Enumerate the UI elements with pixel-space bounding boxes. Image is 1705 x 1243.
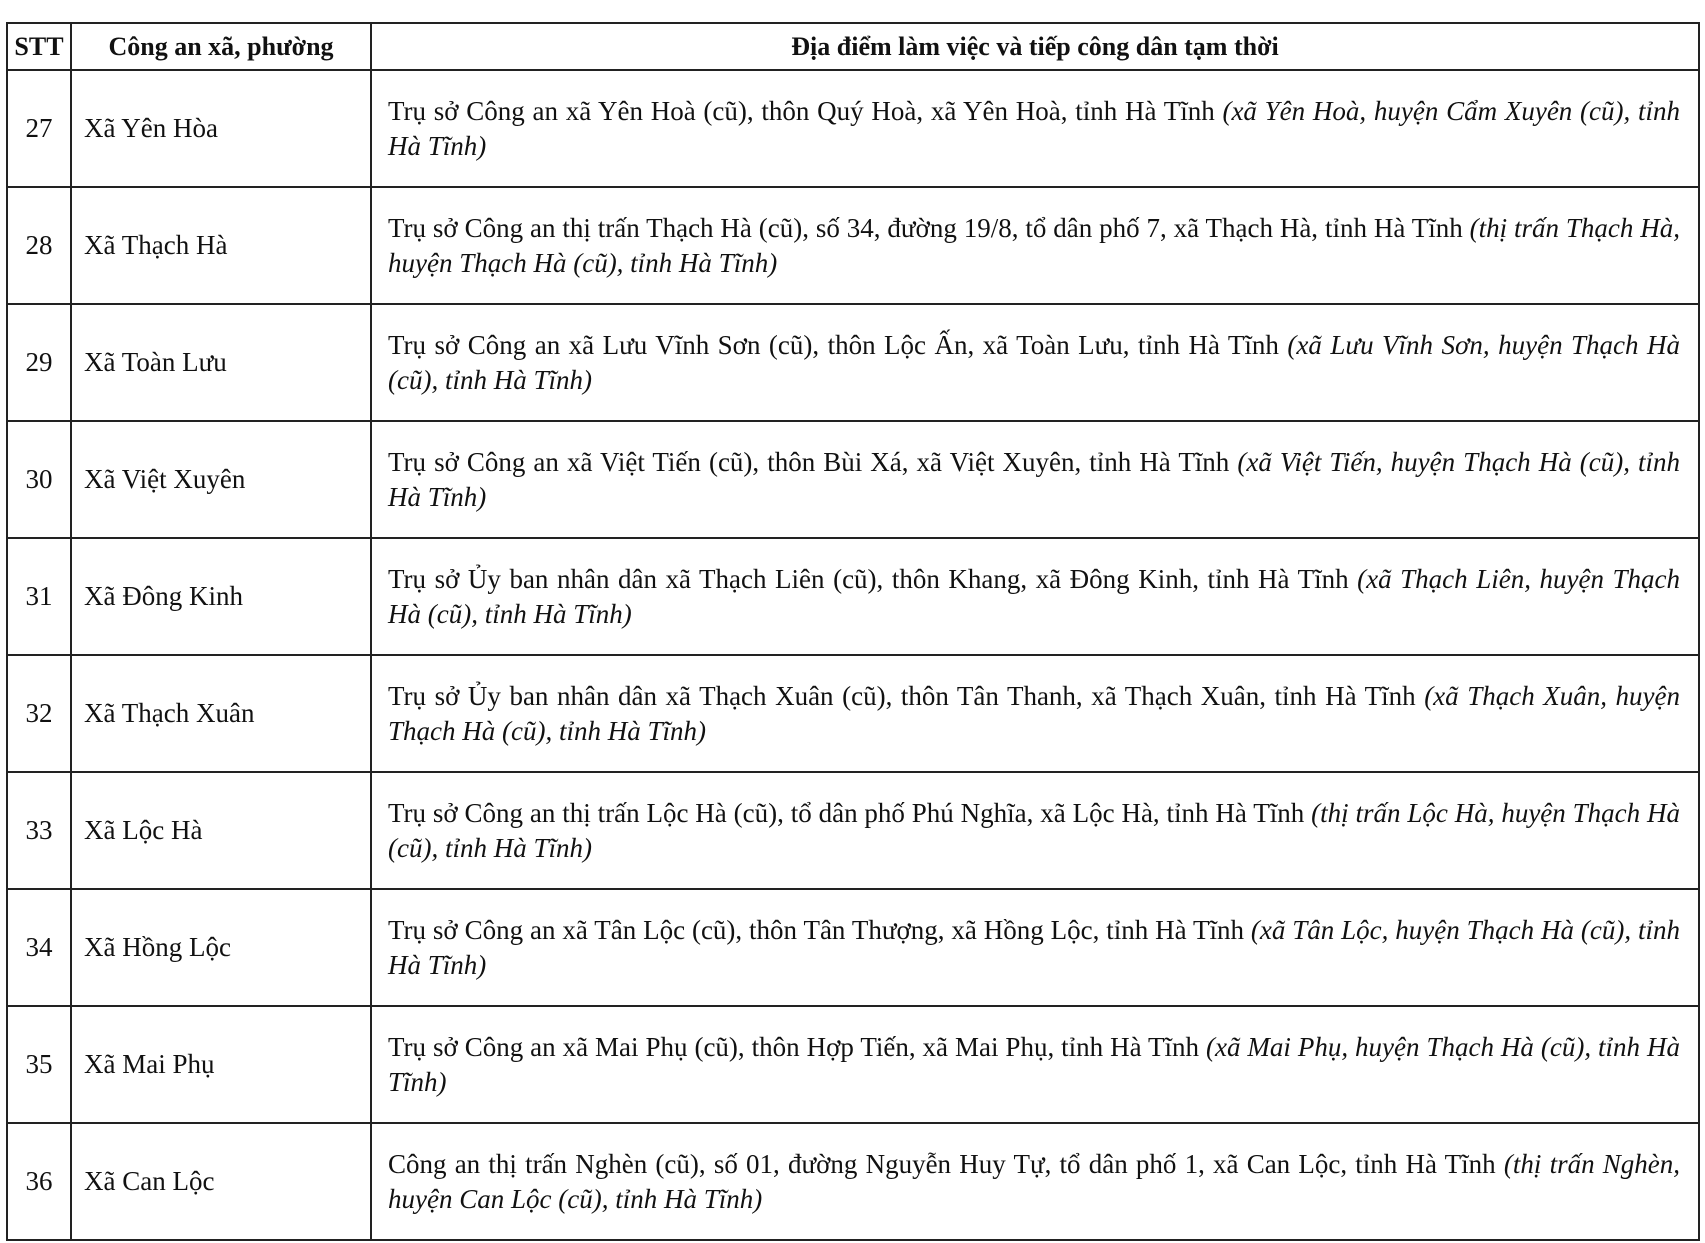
row-location xyxy=(371,1006,1699,1123)
row-location xyxy=(371,187,1699,304)
row-address: Trụ sở Công an xã Mai Phụ (cũ), thôn Hợp Tiến, xã Mai Phụ, tỉnh Hà Tĩnh xyxy=(388,1031,1200,1062)
row-commune: Xã Hồng Lộc xyxy=(71,889,371,1006)
row-address: Trụ sở Ủy ban nhân dân xã Thạch Liên (cũ), thôn Khang, xã Đông Kinh, tỉnh Hà Tĩnh xyxy=(388,563,1349,594)
row-address: Trụ sở Công an xã Lưu Vĩnh Sơn (cũ), thôn Lộc Ấn, xã Toàn Lưu, tỉnh Hà Tĩnh xyxy=(388,329,1279,360)
row-note: (xã Mai Phụ, huyện Thạch Hà (cũ), tỉnh Hà Tĩnh) xyxy=(388,1031,1680,1097)
row-address: Trụ sở Công an xã Tân Lộc (cũ), thôn Tân Thượng, xã Hồng Lộc, tỉnh Hà Tĩnh xyxy=(388,914,1244,945)
row-note: (xã Việt Tiến, huyện Thạch Hà (cũ), tỉnh Hà Tĩnh) xyxy=(388,446,1680,512)
header-location: Địa điểm làm việc và tiếp công dân tạm thời xyxy=(371,23,1699,70)
table-row xyxy=(7,772,1699,889)
row-commune: Xã Thạch Xuân xyxy=(71,655,371,772)
row-note: (xã Thạch Xuân, huyện Thạch Hà (cũ), tỉnh Hà Tĩnh) xyxy=(388,680,1681,746)
row-stt: 27 xyxy=(7,70,71,187)
table-row xyxy=(7,304,1699,421)
row-note: (xã Tân Lộc, huyện Thạch Hà (cũ), tỉnh Hà Tĩnh) xyxy=(388,914,1680,980)
row-commune: Xã Đông Kinh xyxy=(71,538,371,655)
table-row xyxy=(7,1123,1699,1240)
row-stt: 33 xyxy=(7,772,71,889)
row-address: Trụ sở Công an xã Việt Tiến (cũ), thôn Bùi Xá, xã Việt Xuyên, tỉnh Hà Tĩnh xyxy=(388,446,1230,477)
row-note: (thị trấn Nghèn, huyện Can Lộc (cũ), tỉnh Hà Tĩnh) xyxy=(388,1148,1681,1214)
row-commune: Xã Yên Hòa xyxy=(71,70,371,187)
header-commune: Công an xã, phường xyxy=(71,23,371,70)
table-row xyxy=(7,655,1699,772)
row-address: Trụ sở Ủy ban nhân dân xã Thạch Xuân (cũ), thôn Tân Thanh, xã Thạch Xuân, tỉnh Hà Tĩnh xyxy=(388,680,1416,711)
row-location xyxy=(371,304,1699,421)
row-location xyxy=(371,1123,1699,1240)
row-note: (thị trấn Thạch Hà, huyện Thạch Hà (cũ), tỉnh Hà Tĩnh) xyxy=(388,212,1680,278)
row-location xyxy=(371,772,1699,889)
row-commune: Xã Toàn Lưu xyxy=(71,304,371,421)
row-note: (xã Lưu Vĩnh Sơn, huyện Thạch Hà (cũ), tỉnh Hà Tĩnh) xyxy=(388,329,1680,395)
row-location xyxy=(371,70,1699,187)
row-stt: 30 xyxy=(7,421,71,538)
row-location xyxy=(371,655,1699,772)
row-stt: 28 xyxy=(7,187,71,304)
table-row xyxy=(7,187,1699,304)
row-note: (xã Thạch Liên, huyện Thạch Hà (cũ), tỉnh Hà Tĩnh) xyxy=(388,563,1680,629)
row-location xyxy=(371,889,1699,1006)
table-row xyxy=(7,889,1699,1006)
row-commune: Xã Lộc Hà xyxy=(71,772,371,889)
row-location xyxy=(371,538,1699,655)
row-note: (xã Yên Hoà, huyện Cẩm Xuyên (cũ), tỉnh Hà Tĩnh) xyxy=(388,95,1680,161)
row-commune: Xã Mai Phụ xyxy=(71,1006,371,1123)
row-address: Công an thị trấn Nghèn (cũ), số 01, đường Nguyễn Huy Tự, tổ dân phố 1, xã Can Lộc, tỉnh Hà Tĩnh xyxy=(388,1148,1496,1179)
row-stt: 31 xyxy=(7,538,71,655)
row-stt: 34 xyxy=(7,889,71,1006)
table-row xyxy=(7,70,1699,187)
row-address: Trụ sở Công an thị trấn Lộc Hà (cũ), tổ dân phố Phú Nghĩa, xã Lộc Hà, tỉnh Hà Tĩnh xyxy=(388,797,1305,828)
header-row xyxy=(7,23,1699,70)
table-row xyxy=(7,421,1699,538)
table-body xyxy=(7,70,1699,1240)
police-locations-table xyxy=(6,22,1700,1241)
table-row xyxy=(7,538,1699,655)
table-row xyxy=(7,1006,1699,1123)
row-stt: 35 xyxy=(7,1006,71,1123)
header-stt: STT xyxy=(7,23,71,70)
row-address: Trụ sở Công an thị trấn Thạch Hà (cũ), số 34, đường 19/8, tổ dân phố 7, xã Thạch Hà, tỉnh Hà Tĩnh xyxy=(388,212,1463,243)
row-stt: 29 xyxy=(7,304,71,421)
row-stt: 32 xyxy=(7,655,71,772)
row-note: (thị trấn Lộc Hà, huyện Thạch Hà (cũ), tỉnh Hà Tĩnh) xyxy=(388,797,1681,863)
row-commune: Xã Việt Xuyên xyxy=(71,421,371,538)
table-header xyxy=(7,23,1699,70)
row-commune: Xã Can Lộc xyxy=(71,1123,371,1240)
row-address: Trụ sở Công an xã Yên Hoà (cũ), thôn Quý Hoà, xã Yên Hoà, tỉnh Hà Tĩnh xyxy=(388,95,1215,126)
row-location xyxy=(371,421,1699,538)
row-commune: Xã Thạch Hà xyxy=(71,187,371,304)
row-stt: 36 xyxy=(7,1123,71,1240)
